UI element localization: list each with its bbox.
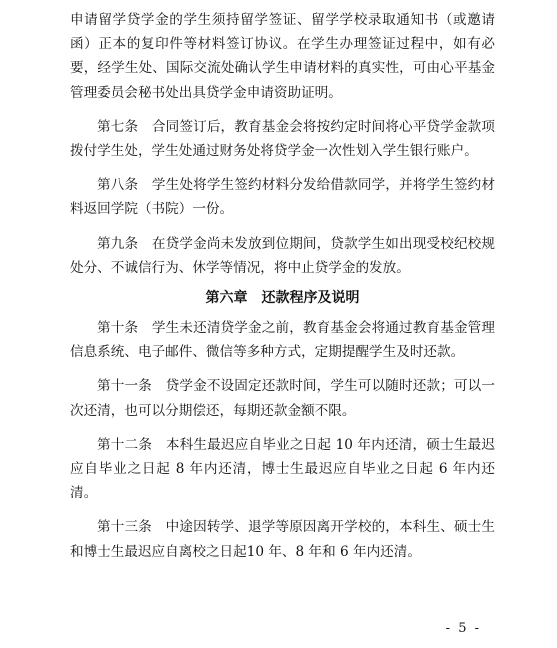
paragraph-article-13: 第十三条 中途因转学、退学等原因离开学校的，本科生、硕士生和博士生最迟应自离校之日起10 年、8 年和 6 年内还清。 — [70, 519, 495, 560]
paragraph-article-10: 第十条 学生未还清贷学金之前，教育基金会将通过教育基金管理信息系统、电子邮件、微信等多种方式，定期提醒学生及时还款。 — [70, 320, 495, 361]
paragraph-article-12: 第十二条 本科生最迟应自毕业之日起 10 年内还清，硕士生最迟应自毕业之日起 8 年内还清，博士生最迟应自毕业之日起 6 年内还清。 — [70, 436, 495, 502]
paragraph-article-7: 第七条 合同签订后，教育基金会将按约定时间将心平贷学金款项拨付学生处，学生处通过财务处将贷学金一次性划入学生银行账户。 — [70, 118, 495, 160]
paragraph-article-9: 第九条 在贷学金尚未发放到位期间，贷款学生如出现受校纪校规处分、不诚信行为、休学等情况，将中止贷学金的发放。 — [70, 235, 495, 276]
chapter-heading: 第六章 还款程序及说明 — [205, 290, 360, 307]
paragraph-article-11: 第十一条 贷学金不设固定还款时间，学生可以随时还款；可以一次还清，也可以分期偿还，每期还款金额不限。 — [70, 378, 495, 419]
page-number: - 5 - — [445, 621, 481, 636]
paragraph-continuation: 申请留学贷学金的学生须持留学签证、留学学校录取通知书（或邀请函）正本的复印件等材料签订协议。在学生办理签证过程中，如有必要，经学生处、国际交流处确认学生申请材料的真实性，可由心平基金管理委员会秘书处出具贷学金申请资助证明。 — [70, 12, 495, 101]
paragraph-article-8: 第八条 学生处将学生签约材料分发给借款同学，并将学生签约材料返回学院（书院）一份。 — [70, 177, 495, 218]
